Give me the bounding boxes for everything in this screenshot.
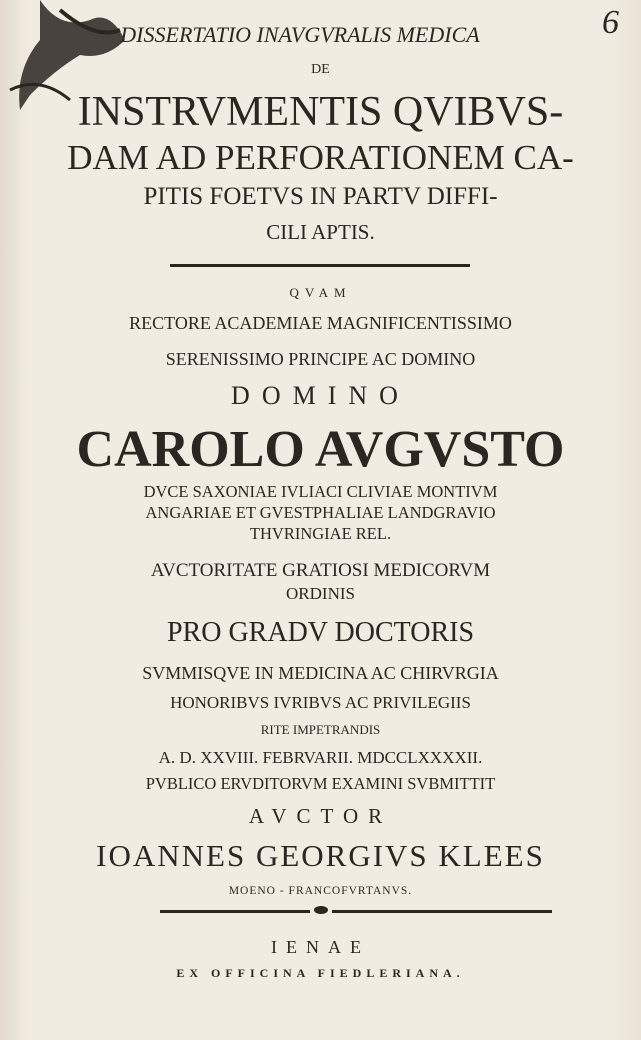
degree-line-4: RITE IMPETRANDIS [260, 722, 381, 737]
degree-line-2: SVMMISQVE IN MEDICINA AC CHIRVRGIA [142, 663, 499, 683]
patron-titles-3: THVRINGIAE REL. [249, 524, 392, 543]
authority-line-2: ORDINIS [286, 584, 355, 603]
author-name: IOANNES GEORGIVS KLEES [96, 838, 545, 873]
rectore-line: RECTORE ACADEMIAE MAGNIFICENTISSIMO [129, 313, 512, 333]
divider-rule-top [170, 264, 470, 267]
divider-ornament-icon [314, 906, 328, 914]
title-line-3: PITIS FOETVS IN PARTV DIFFI- [143, 183, 498, 210]
qvam-label: QVAM [289, 285, 352, 300]
page-number: 6 [602, 4, 619, 41]
author-label: AVCTOR [248, 804, 393, 828]
divider-rule-bottom-left [160, 910, 310, 913]
examination-line: PVBLICO ERVDITORVM EXAMINI SVBMITTIT [145, 774, 496, 793]
patron-titles-2: ANGARIAE ET GVESTPHALIAE LANDGRAVIO [145, 503, 496, 522]
imprint-press: EX OFFICINA FIEDLERIANA. [176, 966, 465, 980]
header-title: DISSERTATIO INAVGVRALIS MEDICA [120, 22, 480, 47]
date-line: A. D. XXVIII. FEBRVARII. MDCCLXXXXII. [158, 748, 483, 767]
author-origin: MOENO - FRANCOFVRTANVS. [228, 885, 413, 897]
patron-titles-1: DVCE SAXONIAE IVLIACI CLIVIAE MONTIVM [143, 482, 498, 501]
header-de: DE [311, 62, 330, 77]
imprint-city: IENAE [271, 937, 370, 957]
title-line-2: DAM AD PERFORATIONEM CA- [67, 138, 574, 177]
degree-title: PRO GRADV DOCTORIS [166, 617, 475, 648]
title-line-1: INSTRVMENTIS QVIBVS- [77, 89, 564, 135]
authority-line-1: AVCTORITATE GRATIOSI MEDICORVM [150, 560, 491, 581]
serenissimo-line: SERENISSIMO PRINCIPE AC DOMINO [165, 349, 476, 369]
domino-line: DOMINO [231, 381, 410, 410]
divider-rule-bottom-right [332, 910, 552, 913]
patron-name: CAROLO AVGVSTO [76, 421, 565, 478]
title-line-4: CILI APTIS. [266, 220, 375, 244]
degree-line-3: HONORIBVS IVRIBVS AC PRIVILEGIIS [170, 693, 471, 712]
